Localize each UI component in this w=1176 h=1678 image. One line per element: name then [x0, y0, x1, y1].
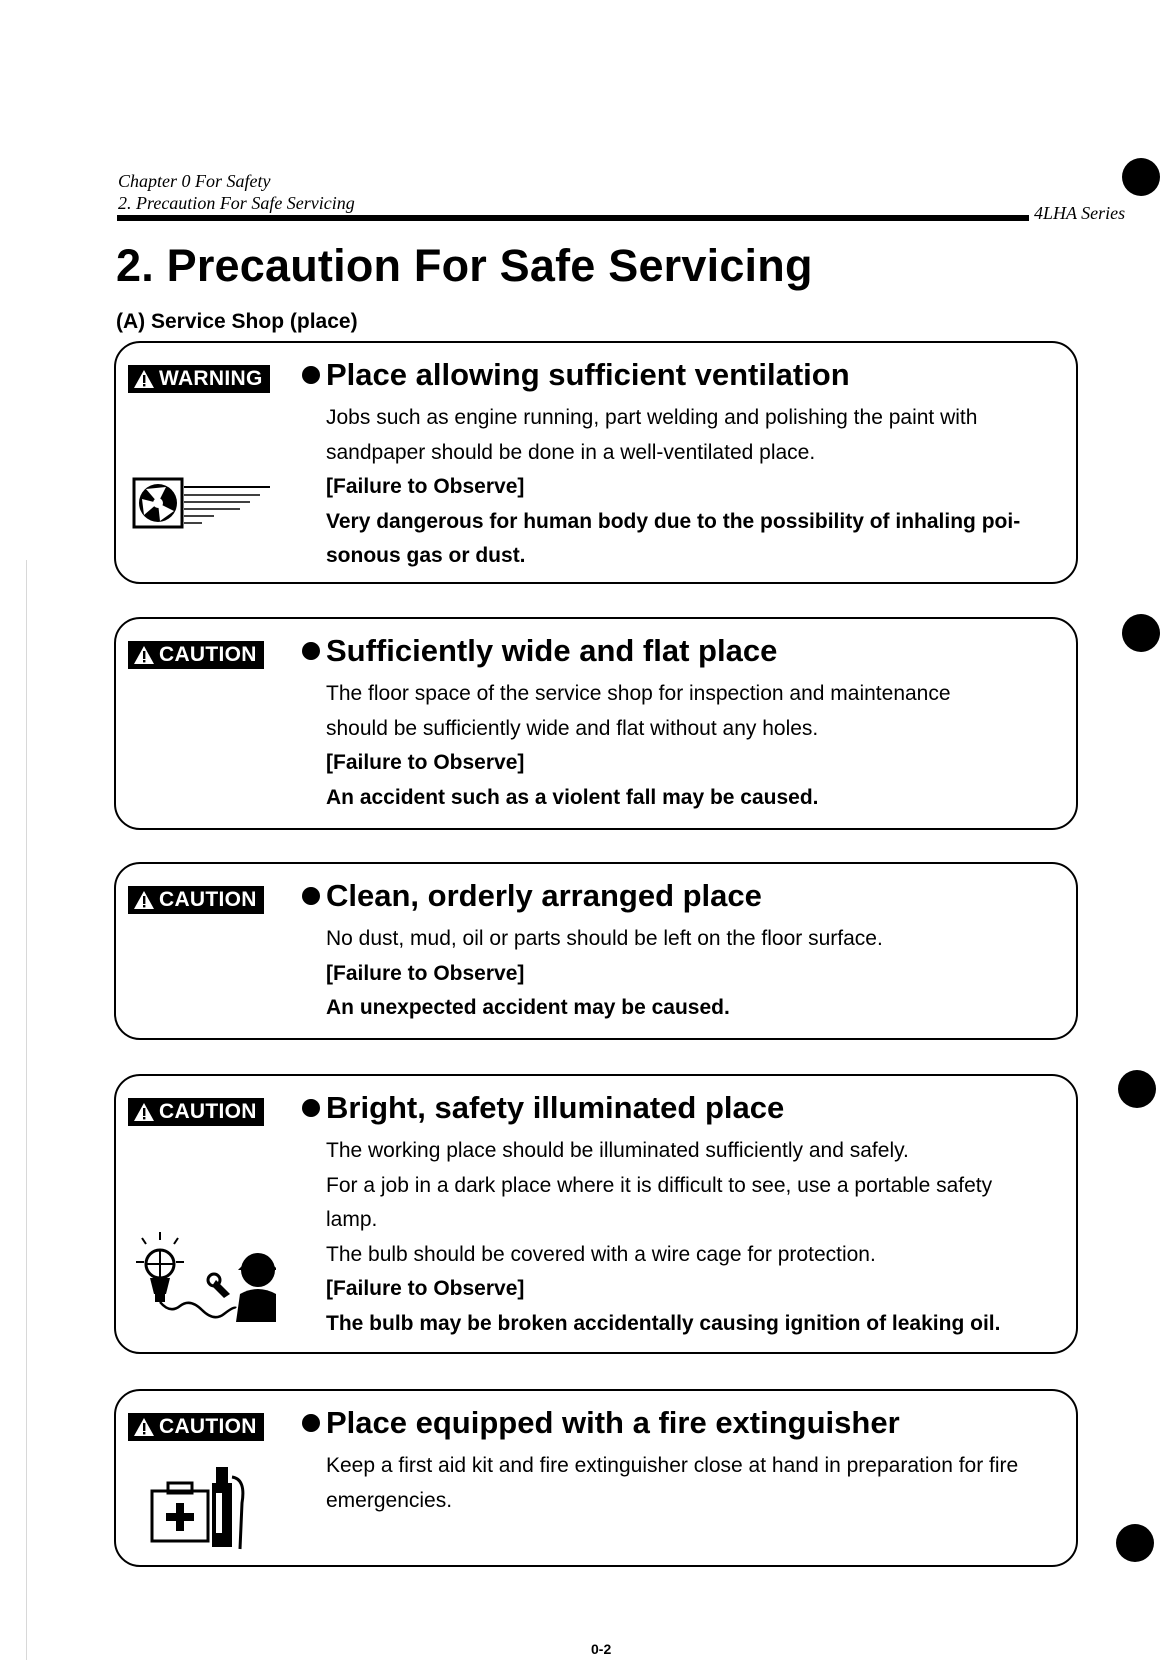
caution-box-floor	[114, 617, 1078, 830]
body-line: The floor space of the service shop for inspection and maintenance	[326, 682, 951, 705]
caution-badge	[128, 1098, 264, 1126]
badge-label: CAUTION	[159, 888, 257, 911]
header-section: 2. Precaution For Safe Servicing	[118, 193, 355, 213]
failure-line: An unexpected accident may be caused.	[326, 996, 730, 1019]
punch-hole	[1122, 614, 1160, 652]
caution-badge	[128, 641, 264, 669]
section-subtitle: (A) Service Shop (place)	[116, 310, 358, 333]
bullet-icon	[302, 366, 320, 384]
punch-hole	[1116, 1524, 1154, 1562]
caution-box-clean	[114, 862, 1078, 1040]
section-body	[326, 922, 1076, 1026]
failure-label: [Failure to Observe]	[326, 751, 525, 774]
punch-hole	[1122, 158, 1160, 196]
failure-line: An accident such as a violent fall may be caused.	[326, 785, 819, 809]
heading-text: Clean, orderly arranged place	[326, 878, 762, 913]
body-line: Keep a first aid kit and fire extinguisher close at hand in preparation for fire	[326, 1454, 1019, 1477]
badge-label: CAUTION	[159, 1415, 257, 1438]
section-heading	[302, 1405, 900, 1441]
body-line: Jobs such as engine running, part welding and polishing the paint with	[326, 406, 978, 429]
failure-line: Very dangerous for human body due to the possibility of inhaling poi-	[326, 509, 1021, 533]
warning-triangle-icon	[133, 369, 155, 389]
bullet-icon	[302, 1414, 320, 1432]
body-line: should be sufficiently wide and flat without any holes.	[326, 716, 819, 740]
failure-line: sonous gas or dust.	[326, 544, 526, 567]
section-body	[326, 677, 1076, 815]
section-body	[326, 1449, 1076, 1518]
heading-text: Place equipped with a fire extinguisher	[326, 1405, 900, 1440]
header-chapter: Chapter 0 For Safety	[118, 171, 271, 191]
section-body	[326, 1134, 1076, 1341]
warning-triangle-icon	[133, 1417, 155, 1437]
ventilation-fan-icon	[132, 475, 272, 540]
safety-lamp-worker-icon	[126, 1218, 276, 1333]
warning-triangle-icon	[133, 645, 155, 665]
body-line: No dust, mud, oil or parts should be left on the floor surface.	[326, 927, 883, 950]
caution-badge	[128, 1413, 264, 1441]
badge-label: CAUTION	[159, 1100, 257, 1123]
warning-triangle-icon	[133, 890, 155, 910]
first-aid-extinguisher-icon	[150, 1463, 250, 1558]
section-heading	[302, 357, 850, 393]
page-title: 2. Precaution For Safe Servicing	[116, 240, 813, 291]
failure-label: [Failure to Observe]	[326, 475, 525, 498]
caution-badge	[128, 886, 264, 914]
warning-triangle-icon	[133, 1102, 155, 1122]
margin-line	[26, 560, 27, 1660]
badge-label: WARNING	[159, 367, 263, 390]
section-heading	[302, 1090, 784, 1126]
body-line: For a job in a dark place where it is difficult to see, use a portable safety	[326, 1173, 993, 1197]
bullet-icon	[302, 1099, 320, 1117]
section-heading	[302, 633, 777, 669]
warning-badge	[128, 365, 270, 393]
caution-box-lighting	[114, 1074, 1078, 1354]
heading-text: Place allowing sufficient ventilation	[326, 357, 850, 392]
bullet-icon	[302, 642, 320, 660]
body-line: The bulb should be covered with a wire cage for protection.	[326, 1242, 876, 1266]
caution-box-fire	[114, 1389, 1078, 1567]
warning-box-ventilation	[114, 341, 1078, 584]
section-body	[326, 401, 1076, 574]
failure-line: The bulb may be broken accidentally causing ignition of leaking oil.	[326, 1311, 1001, 1335]
page-number: 0-2	[591, 1641, 612, 1657]
header-rule	[117, 215, 1029, 221]
failure-label: [Failure to Observe]	[326, 1277, 525, 1300]
bullet-icon	[302, 887, 320, 905]
body-line: The working place should be illuminated sufficiently and safely.	[326, 1139, 909, 1162]
header-series: 4LHA Series	[1034, 203, 1126, 223]
section-heading	[302, 878, 762, 914]
body-line: lamp.	[326, 1208, 378, 1231]
body-line: sandpaper should be done in a well-ventilated place.	[326, 440, 816, 464]
body-line: emergencies.	[326, 1488, 453, 1512]
badge-label: CAUTION	[159, 643, 257, 666]
failure-label: [Failure to Observe]	[326, 961, 525, 985]
heading-text: Bright, safety illuminated place	[326, 1090, 785, 1125]
punch-hole	[1118, 1070, 1156, 1108]
heading-text: Sufficiently wide and flat place	[326, 633, 778, 668]
